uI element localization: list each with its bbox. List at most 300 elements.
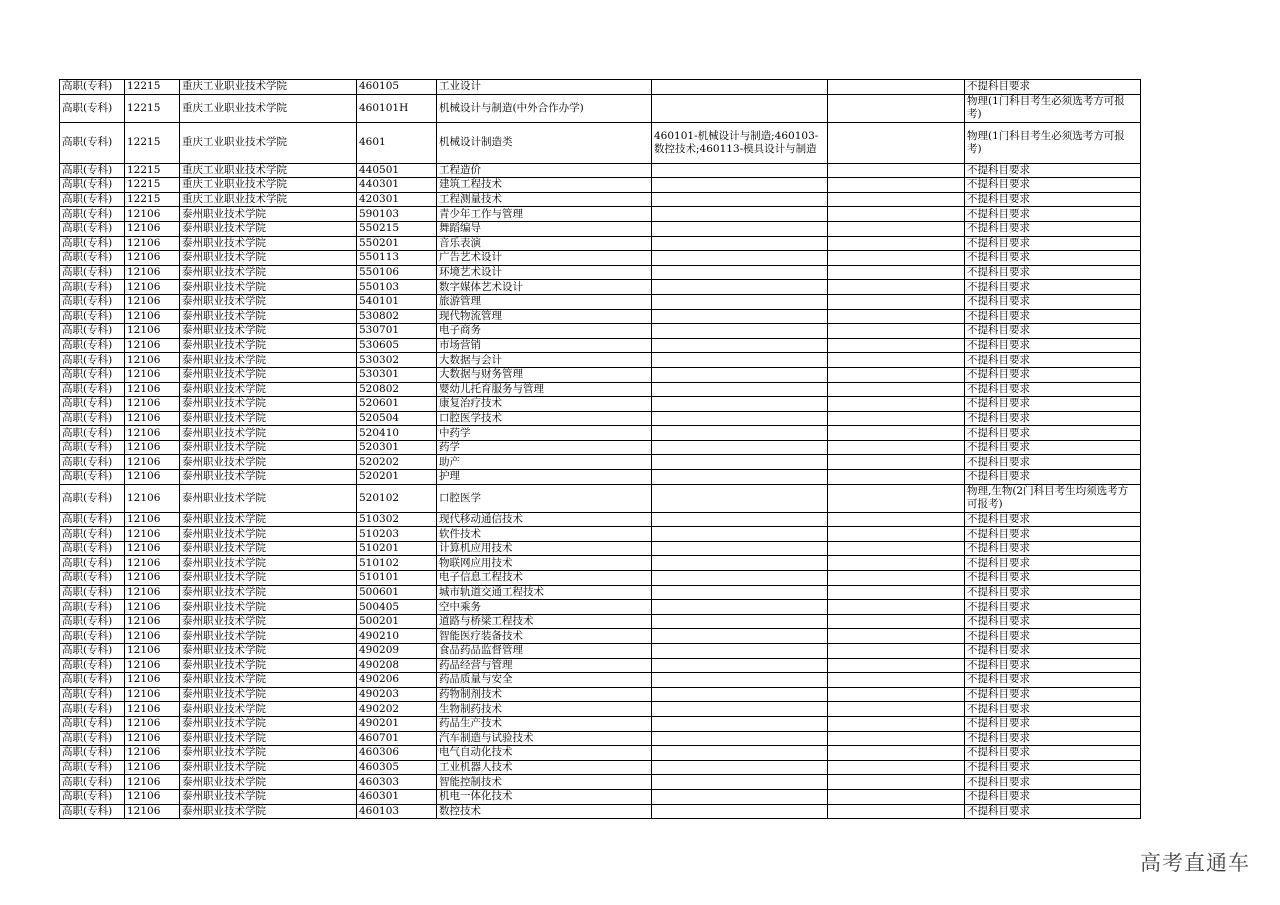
major-name-cell: 婴幼儿托育服务与管理 (437, 382, 652, 397)
level-cell: 高职(专科) (60, 440, 125, 455)
school-code-cell: 12106 (125, 804, 180, 819)
subject-requirement-cell: 不提科目要求 (965, 775, 1141, 790)
note-cell (828, 221, 965, 236)
table-row (60, 207, 1141, 222)
school-code-cell: 12106 (125, 440, 180, 455)
included-majors-cell (652, 527, 828, 542)
table-row (60, 294, 1141, 309)
school-code-cell: 12106 (125, 512, 180, 527)
school-name-cell: 泰州职业技术学院 (180, 760, 357, 775)
major-name-cell: 工程测量技术 (437, 192, 652, 207)
level-cell: 高职(专科) (60, 338, 125, 353)
note-cell (828, 775, 965, 790)
note-cell (828, 484, 965, 512)
school-code-cell: 12106 (125, 251, 180, 266)
subject-requirement-cell: 不提科目要求 (965, 702, 1141, 717)
subject-requirement-cell: 不提科目要求 (965, 600, 1141, 615)
note-cell (828, 251, 965, 266)
table-row (60, 309, 1141, 324)
school-code-cell: 12106 (125, 236, 180, 251)
table-row (60, 673, 1141, 688)
school-name-cell: 泰州职业技术学院 (180, 789, 357, 804)
subject-requirement-cell: 不提科目要求 (965, 658, 1141, 673)
school-code-cell: 12106 (125, 658, 180, 673)
note-cell (828, 163, 965, 178)
level-cell: 高职(专科) (60, 775, 125, 790)
note-cell (828, 367, 965, 382)
major-name-cell: 电子信息工程技术 (437, 571, 652, 586)
major-name-cell: 数字媒体艺术设计 (437, 280, 652, 295)
level-cell: 高职(专科) (60, 600, 125, 615)
level-cell: 高职(专科) (60, 658, 125, 673)
major-code-cell: 510102 (357, 556, 437, 571)
major-name-cell: 生物制药技术 (437, 702, 652, 717)
school-code-cell: 12106 (125, 484, 180, 512)
school-name-cell: 泰州职业技术学院 (180, 265, 357, 280)
note-cell (828, 716, 965, 731)
note-cell (828, 585, 965, 600)
included-majors-cell (652, 163, 828, 178)
level-cell: 高职(专科) (60, 94, 125, 122)
note-cell (828, 614, 965, 629)
subject-requirement-cell: 不提科目要求 (965, 527, 1141, 542)
note-cell (828, 541, 965, 556)
major-name-cell: 大数据与财务管理 (437, 367, 652, 382)
major-name-cell: 现代移动通信技术 (437, 512, 652, 527)
major-code-cell: 460305 (357, 760, 437, 775)
school-name-cell: 重庆工业职业技术学院 (180, 122, 357, 163)
level-cell: 高职(专科) (60, 280, 125, 295)
included-majors-cell (652, 353, 828, 368)
included-majors-cell (652, 775, 828, 790)
major-code-cell: 520504 (357, 411, 437, 426)
table-row (60, 324, 1141, 339)
school-name-cell: 泰州职业技术学院 (180, 614, 357, 629)
included-majors-cell (652, 470, 828, 485)
table-row (60, 455, 1141, 470)
note-cell (828, 702, 965, 717)
subject-requirement-cell: 不提科目要求 (965, 324, 1141, 339)
major-code-cell: 490202 (357, 702, 437, 717)
level-cell: 高职(专科) (60, 702, 125, 717)
subject-requirement-cell: 不提科目要求 (965, 294, 1141, 309)
level-cell: 高职(专科) (60, 541, 125, 556)
major-code-cell: 550106 (357, 265, 437, 280)
school-name-cell: 泰州职业技术学院 (180, 411, 357, 426)
major-code-cell: 520102 (357, 484, 437, 512)
level-cell: 高职(专科) (60, 614, 125, 629)
subject-requirement-cell: 不提科目要求 (965, 163, 1141, 178)
school-name-cell: 泰州职业技术学院 (180, 309, 357, 324)
school-name-cell: 泰州职业技术学院 (180, 629, 357, 644)
major-name-cell: 药品质量与安全 (437, 673, 652, 688)
table-row (60, 556, 1141, 571)
table-row (60, 265, 1141, 280)
level-cell: 高职(专科) (60, 207, 125, 222)
major-name-cell: 机械设计与制造(中外合作办学) (437, 94, 652, 122)
school-name-cell: 泰州职业技术学院 (180, 367, 357, 382)
table-row (60, 221, 1141, 236)
major-code-cell: 4601 (357, 122, 437, 163)
included-majors-cell (652, 673, 828, 688)
included-majors-cell (652, 702, 828, 717)
table-row (60, 280, 1141, 295)
table-row (60, 484, 1141, 512)
school-code-cell: 12106 (125, 789, 180, 804)
major-name-cell: 广告艺术设计 (437, 251, 652, 266)
school-name-cell: 泰州职业技术学院 (180, 294, 357, 309)
level-cell: 高职(专科) (60, 687, 125, 702)
major-name-cell: 音乐表演 (437, 236, 652, 251)
subject-requirement-cell: 不提科目要求 (965, 338, 1141, 353)
school-name-cell: 泰州职业技术学院 (180, 382, 357, 397)
note-cell (828, 426, 965, 441)
table-row (60, 94, 1141, 122)
level-cell: 高职(专科) (60, 556, 125, 571)
school-name-cell: 泰州职业技术学院 (180, 731, 357, 746)
major-code-cell: 550215 (357, 221, 437, 236)
major-name-cell: 软件技术 (437, 527, 652, 542)
major-name-cell: 药品经营与管理 (437, 658, 652, 673)
major-code-cell: 510101 (357, 571, 437, 586)
subject-requirement-cell: 不提科目要求 (965, 178, 1141, 193)
major-name-cell: 药学 (437, 440, 652, 455)
level-cell: 高职(专科) (60, 192, 125, 207)
school-code-cell: 12106 (125, 338, 180, 353)
subject-requirement-cell: 不提科目要求 (965, 512, 1141, 527)
school-name-cell: 重庆工业职业技术学院 (180, 163, 357, 178)
included-majors-cell (652, 658, 828, 673)
major-name-cell: 青少年工作与管理 (437, 207, 652, 222)
note-cell (828, 80, 965, 95)
included-majors-cell (652, 585, 828, 600)
table-row (60, 512, 1141, 527)
level-cell: 高职(专科) (60, 789, 125, 804)
major-code-cell: 510302 (357, 512, 437, 527)
subject-requirement-cell: 不提科目要求 (965, 382, 1141, 397)
major-name-cell: 现代物流管理 (437, 309, 652, 324)
school-name-cell: 重庆工业职业技术学院 (180, 94, 357, 122)
table-row (60, 585, 1141, 600)
note-cell (828, 644, 965, 659)
major-code-cell: 490206 (357, 673, 437, 688)
major-code-cell: 490210 (357, 629, 437, 644)
school-name-cell: 泰州职业技术学院 (180, 251, 357, 266)
subject-requirement-cell: 不提科目要求 (965, 80, 1141, 95)
school-name-cell: 泰州职业技术学院 (180, 280, 357, 295)
school-code-cell: 12215 (125, 178, 180, 193)
subject-requirement-cell: 不提科目要求 (965, 411, 1141, 426)
major-code-cell: 510201 (357, 541, 437, 556)
note-cell (828, 571, 965, 586)
level-cell: 高职(专科) (60, 716, 125, 731)
note-cell (828, 178, 965, 193)
major-code-cell: 510203 (357, 527, 437, 542)
major-code-cell: 460306 (357, 746, 437, 761)
major-code-cell: 460303 (357, 775, 437, 790)
included-majors-cell (652, 731, 828, 746)
major-code-cell: 530301 (357, 367, 437, 382)
school-code-cell: 12106 (125, 527, 180, 542)
level-cell: 高职(专科) (60, 455, 125, 470)
school-name-cell: 泰州职业技术学院 (180, 527, 357, 542)
included-majors-cell (652, 411, 828, 426)
major-name-cell: 电气自动化技术 (437, 746, 652, 761)
school-name-cell: 泰州职业技术学院 (180, 556, 357, 571)
included-majors-cell (652, 94, 828, 122)
included-majors-cell (652, 541, 828, 556)
major-name-cell: 舞蹈编导 (437, 221, 652, 236)
table-row (60, 541, 1141, 556)
subject-requirement-cell: 不提科目要求 (965, 192, 1141, 207)
subject-requirement-cell: 不提科目要求 (965, 280, 1141, 295)
included-majors-cell (652, 280, 828, 295)
school-code-cell: 12106 (125, 397, 180, 412)
major-name-cell: 大数据与会计 (437, 353, 652, 368)
subject-requirement-cell: 物理(1门科目考生必须选考方可报考) (965, 122, 1141, 163)
included-majors-cell (652, 556, 828, 571)
major-name-cell: 助产 (437, 455, 652, 470)
level-cell: 高职(专科) (60, 527, 125, 542)
subject-requirement-cell: 不提科目要求 (965, 455, 1141, 470)
major-name-cell: 工业设计 (437, 80, 652, 95)
major-name-cell: 电子商务 (437, 324, 652, 339)
school-code-cell: 12106 (125, 775, 180, 790)
note-cell (828, 760, 965, 775)
major-code-cell: 440501 (357, 163, 437, 178)
major-code-cell: 540101 (357, 294, 437, 309)
school-name-cell: 泰州职业技术学院 (180, 221, 357, 236)
major-name-cell: 智能医疗装备技术 (437, 629, 652, 644)
note-cell (828, 122, 965, 163)
major-name-cell: 市场营销 (437, 338, 652, 353)
subject-requirement-cell: 不提科目要求 (965, 397, 1141, 412)
major-name-cell: 机电一体化技术 (437, 789, 652, 804)
level-cell: 高职(专科) (60, 426, 125, 441)
table-row (60, 614, 1141, 629)
subject-requirement-cell: 不提科目要求 (965, 470, 1141, 485)
note-cell (828, 440, 965, 455)
subject-requirement-cell: 不提科目要求 (965, 585, 1141, 600)
major-name-cell: 工程造价 (437, 163, 652, 178)
level-cell: 高职(专科) (60, 251, 125, 266)
major-code-cell: 530701 (357, 324, 437, 339)
school-code-cell: 12106 (125, 309, 180, 324)
included-majors-cell (652, 324, 828, 339)
school-code-cell: 12106 (125, 731, 180, 746)
level-cell: 高职(专科) (60, 309, 125, 324)
note-cell (828, 804, 965, 819)
table-row (60, 192, 1141, 207)
included-majors-cell (652, 629, 828, 644)
school-name-cell: 重庆工业职业技术学院 (180, 80, 357, 95)
note-cell (828, 324, 965, 339)
table-body (60, 80, 1141, 819)
level-cell: 高职(专科) (60, 629, 125, 644)
major-code-cell: 460103 (357, 804, 437, 819)
major-code-cell: 490208 (357, 658, 437, 673)
school-code-cell: 12106 (125, 644, 180, 659)
school-code-cell: 12106 (125, 294, 180, 309)
level-cell: 高职(专科) (60, 585, 125, 600)
included-majors-cell (652, 338, 828, 353)
table-row (60, 178, 1141, 193)
major-name-cell: 道路与桥梁工程技术 (437, 614, 652, 629)
table-row (60, 80, 1141, 95)
note-cell (828, 470, 965, 485)
level-cell: 高职(专科) (60, 367, 125, 382)
level-cell: 高职(专科) (60, 353, 125, 368)
table-row (60, 600, 1141, 615)
table-row (60, 163, 1141, 178)
note-cell (828, 658, 965, 673)
note-cell (828, 527, 965, 542)
school-name-cell: 泰州职业技术学院 (180, 236, 357, 251)
included-majors-cell (652, 600, 828, 615)
major-name-cell: 建筑工程技术 (437, 178, 652, 193)
school-name-cell: 泰州职业技术学院 (180, 775, 357, 790)
major-code-cell: 490203 (357, 687, 437, 702)
school-code-cell: 12106 (125, 614, 180, 629)
major-name-cell: 物联网应用技术 (437, 556, 652, 571)
major-code-cell: 530302 (357, 353, 437, 368)
subject-requirement-cell: 不提科目要求 (965, 207, 1141, 222)
level-cell: 高职(专科) (60, 163, 125, 178)
school-name-cell: 泰州职业技术学院 (180, 600, 357, 615)
school-name-cell: 泰州职业技术学院 (180, 673, 357, 688)
note-cell (828, 673, 965, 688)
included-majors-cell (652, 265, 828, 280)
major-name-cell: 汽车制造与试验技术 (437, 731, 652, 746)
school-name-cell: 泰州职业技术学院 (180, 324, 357, 339)
school-name-cell: 泰州职业技术学院 (180, 804, 357, 819)
note-cell (828, 382, 965, 397)
table-row (60, 236, 1141, 251)
included-majors-cell (652, 789, 828, 804)
school-code-cell: 12106 (125, 265, 180, 280)
note-cell (828, 455, 965, 470)
level-cell: 高职(专科) (60, 644, 125, 659)
level-cell: 高职(专科) (60, 673, 125, 688)
included-majors-cell (652, 484, 828, 512)
included-majors-cell (652, 512, 828, 527)
school-name-cell: 泰州职业技术学院 (180, 440, 357, 455)
school-name-cell: 泰州职业技术学院 (180, 702, 357, 717)
table-row (60, 470, 1141, 485)
note-cell (828, 207, 965, 222)
school-code-cell: 12106 (125, 470, 180, 485)
included-majors-cell (652, 716, 828, 731)
school-name-cell: 泰州职业技术学院 (180, 585, 357, 600)
level-cell: 高职(专科) (60, 484, 125, 512)
school-code-cell: 12106 (125, 367, 180, 382)
major-code-cell: 550103 (357, 280, 437, 295)
included-majors-cell (652, 614, 828, 629)
level-cell: 高职(专科) (60, 571, 125, 586)
major-code-cell: 460105 (357, 80, 437, 95)
table-row (60, 440, 1141, 455)
admission-table (59, 79, 1141, 819)
subject-requirement-cell: 不提科目要求 (965, 426, 1141, 441)
major-name-cell: 旅游管理 (437, 294, 652, 309)
subject-requirement-cell: 不提科目要求 (965, 614, 1141, 629)
major-code-cell: 440301 (357, 178, 437, 193)
subject-requirement-cell: 不提科目要求 (965, 629, 1141, 644)
subject-requirement-cell: 不提科目要求 (965, 556, 1141, 571)
major-name-cell: 环境艺术设计 (437, 265, 652, 280)
school-code-cell: 12106 (125, 702, 180, 717)
school-name-cell: 泰州职业技术学院 (180, 207, 357, 222)
major-name-cell: 康复治疗技术 (437, 397, 652, 412)
major-code-cell: 490209 (357, 644, 437, 659)
school-name-cell: 泰州职业技术学院 (180, 746, 357, 761)
school-name-cell: 泰州职业技术学院 (180, 455, 357, 470)
table-row (60, 353, 1141, 368)
table-row (60, 382, 1141, 397)
included-majors-cell (652, 236, 828, 251)
major-name-cell: 药物制剂技术 (437, 687, 652, 702)
included-majors-cell (652, 571, 828, 586)
included-majors-cell (652, 426, 828, 441)
subject-requirement-cell: 不提科目要求 (965, 789, 1141, 804)
school-name-cell: 泰州职业技术学院 (180, 644, 357, 659)
school-name-cell: 泰州职业技术学院 (180, 512, 357, 527)
major-code-cell: 490201 (357, 716, 437, 731)
note-cell (828, 556, 965, 571)
level-cell: 高职(专科) (60, 221, 125, 236)
major-code-cell: 460101H (357, 94, 437, 122)
major-code-cell: 500201 (357, 614, 437, 629)
table-row (60, 571, 1141, 586)
table-row (60, 629, 1141, 644)
level-cell: 高职(专科) (60, 324, 125, 339)
school-name-cell: 泰州职业技术学院 (180, 353, 357, 368)
included-majors-cell (652, 382, 828, 397)
major-code-cell: 550113 (357, 251, 437, 266)
major-name-cell: 口腔医学技术 (437, 411, 652, 426)
table-row (60, 527, 1141, 542)
school-code-cell: 12106 (125, 324, 180, 339)
school-code-cell: 12106 (125, 280, 180, 295)
included-majors-cell (652, 80, 828, 95)
school-code-cell: 12215 (125, 192, 180, 207)
major-code-cell: 530802 (357, 309, 437, 324)
note-cell (828, 687, 965, 702)
major-name-cell: 空中乘务 (437, 600, 652, 615)
level-cell: 高职(专科) (60, 397, 125, 412)
table-row (60, 731, 1141, 746)
table-row (60, 702, 1141, 717)
school-code-cell: 12215 (125, 80, 180, 95)
major-code-cell: 520201 (357, 470, 437, 485)
subject-requirement-cell: 不提科目要求 (965, 251, 1141, 266)
school-code-cell: 12215 (125, 163, 180, 178)
subject-requirement-cell: 不提科目要求 (965, 731, 1141, 746)
note-cell (828, 731, 965, 746)
note-cell (828, 294, 965, 309)
included-majors-cell (652, 178, 828, 193)
subject-requirement-cell: 物理,生物(2门科目考生均须选考方可报考) (965, 484, 1141, 512)
major-code-cell: 520410 (357, 426, 437, 441)
major-name-cell: 口腔医学 (437, 484, 652, 512)
level-cell: 高职(专科) (60, 122, 125, 163)
school-code-cell: 12106 (125, 353, 180, 368)
note-cell (828, 600, 965, 615)
subject-requirement-cell: 不提科目要求 (965, 236, 1141, 251)
school-code-cell: 12106 (125, 760, 180, 775)
level-cell: 高职(专科) (60, 746, 125, 761)
school-name-cell: 泰州职业技术学院 (180, 484, 357, 512)
